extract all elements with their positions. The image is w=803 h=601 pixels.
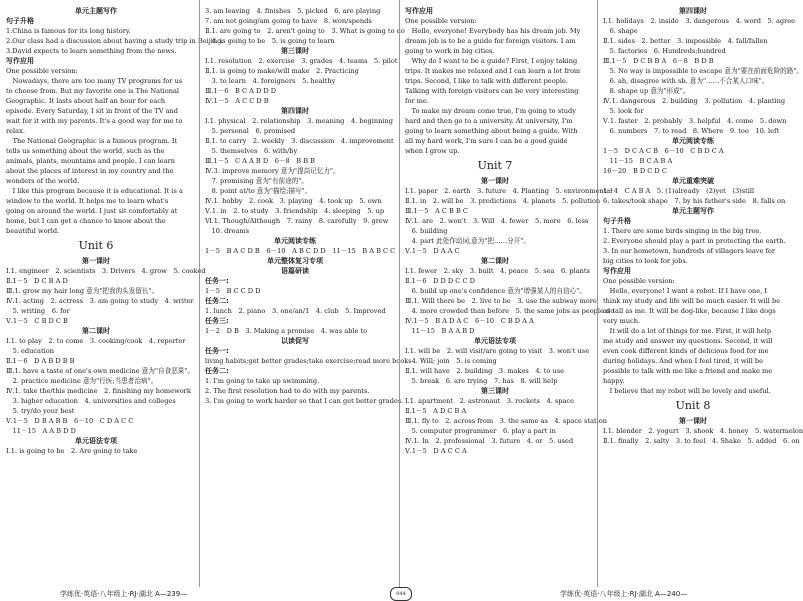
answer-line: Ⅳ.1. hobby 2. cook 3. playing 4. took up 5. own bbox=[205, 197, 382, 205]
answer-line: Ⅴ.1－5 D A C C A bbox=[405, 447, 467, 455]
answer-line: Ⅱ.1－6 D A B D B B bbox=[6, 357, 75, 365]
answer-line: Ⅱ.1－6 D D D C C D bbox=[405, 277, 475, 285]
answer-line: Ⅴ.1－5 C B D C B bbox=[6, 317, 68, 325]
answer-line: Ⅳ.3. improve memory 意为"提高记忆力"。 bbox=[205, 167, 340, 175]
subsection-heading: 任务一: bbox=[205, 277, 229, 285]
answer-line: Ⅰ.1. is going to be 2. Are going to take bbox=[6, 447, 138, 455]
answer-line: 5. No way is impossible to escape 意为"要在前面危险的路"。 bbox=[603, 67, 803, 75]
answer-line: 16－20 B D C D C bbox=[603, 167, 667, 175]
answer-line: 5. break 6. are trying 7. has 8. will help bbox=[405, 377, 558, 385]
answer-line: Ⅱ.1. sides 2. better 3. impossible 4. fall/fallen bbox=[603, 37, 768, 45]
answer-line: Ⅱ.1. are going to 2. aren't going to 3. What is going to do bbox=[205, 27, 405, 35]
section-heading: 第一课时 bbox=[481, 177, 509, 185]
essay-paragraph: Nowadays, there are too many TV programs for us to choose from. But my favorite one is The National Geographic. It lasts about half an hour for each episode. Every Saturday, I sit in front of the TV and wait for it with my parents. It's a good way for me to relax. bbox=[6, 77, 183, 135]
answer-line: 8. shape up 意为"形成"。 bbox=[603, 87, 690, 95]
answer-line: 3. higher education 4. universities and colleges bbox=[6, 397, 176, 405]
answer-line: Ⅴ.1. faster 2. probably 3. helpful 4. come 5. down bbox=[603, 117, 787, 125]
answer-line: 2. practice medicine 意为"行医;当患者治病"。 bbox=[6, 377, 158, 385]
answer-line: 1. lunch 2. piano 3. one/an/1 4. club 5. Improved bbox=[205, 307, 386, 315]
answer-line: Ⅳ.1. dangerous 2. building 3. pollution 4. planting bbox=[603, 97, 786, 105]
answer-line: 4. more crowded than before 5. the same jobs as people do bbox=[405, 307, 615, 315]
column-divider bbox=[199, 0, 200, 587]
answer-line: 5. factories 6. Hundreds;hundred bbox=[603, 47, 726, 55]
answer-line: 4. Will; join 5. is coming bbox=[405, 357, 497, 365]
answer-line: 1－5 D C A C B 6－10 C B D C A bbox=[603, 147, 724, 155]
answer-line: Ⅰ.1. blender 2. yogurt 3. shook 4. honey 5. watermelon bbox=[603, 427, 803, 435]
subsection-heading: 句子升格 bbox=[603, 217, 631, 225]
answer-line: Ⅰ.1. paper 2. earth 3. future 4. Planting 5. environmental bbox=[405, 187, 613, 195]
answer-line: One possible version: bbox=[6, 67, 78, 75]
answer-line: Ⅲ.1. Will there be 2. live to be 3. use the subway more bbox=[405, 297, 597, 305]
answer-line: Ⅲ.1. have a taste of one's own medicine 意为"自食恶果"。 bbox=[6, 367, 195, 375]
section-heading: 单元语法专项 bbox=[75, 437, 117, 445]
answer-line: Ⅱ.1. will have 2. building 3. makes 4. to use bbox=[405, 367, 564, 375]
subsection-heading: 任务一: bbox=[205, 347, 229, 355]
answer-line: Ⅳ.1－5 A C C D B bbox=[205, 97, 269, 105]
answer-line: Ⅰ.1. engineer 2. scientists 3. Drivers 4. grow 5. cooked bbox=[6, 267, 206, 275]
answer-line: Ⅳ.1. take the/this medicine 2. finishing my homework bbox=[6, 387, 191, 395]
column-4 bbox=[603, 6, 803, 446]
section-heading: 单元整体复习专项 bbox=[267, 257, 323, 265]
answer-line: Ⅰ.1. apartment 2. astronaut 3. rockets 4. space bbox=[405, 397, 575, 405]
unit-title: Unit 8 bbox=[675, 399, 711, 412]
answer-line: Ⅰ.1. to play 2. to come 3. cooking/cook 4. reporter bbox=[6, 337, 186, 345]
answer-line: 5. look for bbox=[603, 107, 644, 115]
section-heading: 以读促写 bbox=[281, 337, 309, 345]
answer-line: One possible version: bbox=[603, 277, 675, 285]
answer-line: Ⅱ.1－5 A D C B A bbox=[405, 407, 467, 415]
answer-line: Ⅳ.1. are 2. won't 3. Will 4. fewer 5. more 6. less bbox=[405, 217, 589, 225]
answer-line: Ⅲ.1. grow my hair long 意为"把我的头发留长"。 bbox=[6, 287, 159, 295]
answer-line: Ⅲ.1. fly to 2. across from 3. the same as 4. space station bbox=[405, 417, 607, 425]
column-divider bbox=[399, 0, 400, 587]
unit-title: Unit 7 bbox=[477, 159, 513, 172]
section-heading: 单元语法专项 bbox=[474, 337, 516, 345]
answer-line: Ⅱ.1. in 2. will be 3. predictions 4. planets 5. pollution bbox=[405, 197, 601, 205]
answer-line: Ⅲ.1－6 B C A D D D bbox=[205, 87, 277, 95]
section-heading: 单元重难突破 bbox=[672, 177, 714, 185]
column-2 bbox=[205, 6, 412, 406]
answer-line: 6. ah, disagree with sb. 意为"……不合某人口味"。 bbox=[603, 77, 769, 85]
answer-line: 7. am not going/am going to have 8. won/spends bbox=[205, 17, 372, 25]
answer-line: One possible version: bbox=[405, 17, 477, 25]
subsection-heading: 写作应用 bbox=[6, 57, 34, 65]
answer-line: Ⅴ.1. in 2. to study 3. friendship 4. sleeping 5. up bbox=[205, 207, 385, 215]
answer-line: 1.China is famous for its long history. bbox=[6, 27, 131, 35]
unit-title: Unit 6 bbox=[78, 239, 114, 252]
answer-line: 1－5 B A C D B 6－10 A B C D D 11－15 B A B C C bbox=[205, 247, 396, 255]
column-divider bbox=[597, 0, 598, 587]
essay-paragraph: It will do a lot of things for me. First, it will help me study and answer my questions. Second, it will even cook different kinds of delicious food for me during holidays. And when I feel tired, it will be possible to talk with me like a friend and make me happy. bbox=[603, 327, 773, 385]
answer-line: 6. build up one's confidence 意为"增强某人的自信心"。 bbox=[405, 287, 586, 295]
section-heading: 第一课时 bbox=[679, 417, 707, 425]
footer-right: 学练优·英语·八年级上·RJ·湖北 A—240— bbox=[560, 590, 688, 598]
answer-line: 4. is going to be 5. is going to learn bbox=[205, 37, 335, 45]
subsection-heading: 句子升格 bbox=[6, 17, 34, 25]
answer-line: 5. personal 6. promised bbox=[205, 127, 296, 135]
answer-line: Ⅳ.1. In 2. professional 3. future 4. or 5. used bbox=[405, 437, 574, 445]
answer-line: 11－15 B C A B A bbox=[603, 157, 673, 165]
answer-line: 1. There are some birds singing in the big tree. bbox=[603, 227, 762, 235]
subsection-heading: 写作应用 bbox=[405, 7, 433, 15]
section-heading: 第二课时 bbox=[82, 327, 110, 335]
answer-line: 11－15 B A A B D bbox=[405, 327, 475, 335]
answer-line: 5. computer programmer 6. play a part in bbox=[405, 427, 556, 435]
answer-line: 7. promising 意为"有前途的"。 bbox=[205, 177, 308, 185]
answer-line: 3.David expects to learn something from the news. bbox=[6, 47, 177, 55]
section-heading: 第三课时 bbox=[281, 47, 309, 55]
answer-line: 2. The first resolution had to do with my parents. bbox=[205, 387, 370, 395]
essay-paragraph: Hello, everyone! Everybody has his dream job. My dream job is to be a guide for foreign visitors. I am going to work in big cities. bbox=[405, 27, 581, 55]
section-heading: 第二课时 bbox=[481, 257, 509, 265]
answer-line: Ⅰ.1. fewer 2. sky 3. built 4. peace 5. sea 6. plants bbox=[405, 267, 590, 275]
answer-line: Ⅰ.1. physical 2. relationship 3. meaning 4. beginning bbox=[205, 117, 393, 125]
subsection-heading: 写作应用 bbox=[603, 267, 631, 275]
subsection-heading: 任务二: bbox=[205, 367, 229, 375]
essay-paragraph: The National Geographic is a famous program. It tells us something about the world, such as the animals, plants, mountains and people. I can learn about the places of interest in my country and the wonders of the world. bbox=[6, 137, 178, 185]
answer-line: 11－15 A A B D D bbox=[6, 427, 76, 435]
answer-line: 1－5 B C C D D bbox=[205, 287, 261, 295]
subsection-heading: 任务二: bbox=[205, 297, 229, 305]
essay-paragraph: I like this program because it is educational. It is a window to the world. It helps me to learn what's going on around the world. I just sit comfortably at home, but I can get a chance to know about the beautiful world. bbox=[6, 187, 183, 235]
answer-line: Ⅱ.1. to carry 2. weekly 3. discussion 4. improvement bbox=[205, 137, 394, 145]
answer-line: 3. I'm going to work harder so that I can get better grades. bbox=[205, 397, 404, 405]
answer-line: living habits;get better grades;take exercise;read more books bbox=[205, 357, 412, 365]
answer-line: 6. building bbox=[405, 227, 448, 235]
answer-line: Ⅰ.1. holidays 2. inside 3. dangerous 4. word 5. agree bbox=[603, 17, 796, 25]
page-number-badge: 044 bbox=[390, 587, 412, 601]
answer-line: Ⅱ.1. is going to make/will make 2. Practicing bbox=[205, 67, 359, 75]
answer-line: Ⅲ.1－5 D C B B A 6－8 B D B bbox=[603, 57, 714, 65]
answer-line: 2.Our class had a discussion about having a study trip in Beijing. bbox=[6, 37, 224, 45]
answer-line: 1－4 C A B A 5. (1)already (2)yet (3)still bbox=[603, 187, 755, 195]
answer-line: 5. try/do your best bbox=[6, 407, 75, 415]
answer-line: Ⅰ.1. will be 2. will visit/are going to visit 3. won't use bbox=[405, 347, 590, 355]
answer-line: 4. part 此处作动词,意为"把……分开"。 bbox=[405, 237, 530, 245]
answer-line: Ⅴ.1－5 D B A B B 6－10 C D A C C bbox=[6, 417, 134, 425]
answer-line: Ⅳ.1. acting 2. actress 3. am going to study 4. writer bbox=[6, 297, 194, 305]
answer-line: Ⅳ.1－5 B A D A C 6－10 C B D A A bbox=[405, 317, 534, 325]
answer-line: 8. point at/to 意为"描绘;描写"。 bbox=[205, 187, 312, 195]
essay-paragraph: To make my dream come true, I'm going to study hard and then go to a university. At university, I'm going to learn something about being a guide. With all my hard work, I'm sure I can be a good guide when I grow up. bbox=[405, 107, 578, 155]
answer-line: 3. am leaving 4. finishes 5. picked 6. are playing bbox=[205, 7, 381, 15]
footer-left: 学练优·英语·八年级上·RJ·湖北 A—239— bbox=[60, 590, 188, 598]
section-heading: 单元主题写作 bbox=[672, 207, 714, 215]
answer-line: Ⅰ.1. resolution 2. exercise 3. grades 4. teams 5. pilot bbox=[205, 57, 398, 65]
section-heading: 第三课时 bbox=[481, 387, 509, 395]
essay-paragraph: 3. In our hometown, hundreds of villagers leave for big cities to look for jobs. bbox=[603, 247, 776, 265]
answer-line: 5. writing 6. for bbox=[6, 307, 70, 315]
answer-line: Ⅲ.1－5 A C B B C bbox=[405, 207, 468, 215]
answer-line: Ⅱ.1. finally 2. salty 3. to feel 4. Shake 5. added 6. on bbox=[603, 437, 800, 445]
answer-line: 5. themselves 6. with/by bbox=[205, 147, 298, 155]
answer-line: Ⅵ.1. Though/Although 7. rainy 8. carefully 9. grew bbox=[205, 217, 389, 225]
section-heading: 第四课时 bbox=[281, 107, 309, 115]
answer-line: 5. education bbox=[6, 347, 54, 355]
section-heading: 第四课时 bbox=[679, 7, 707, 15]
answer-line: 3. to learn 4. foreigners 5. healthy bbox=[205, 77, 336, 85]
answer-line: 6. shape bbox=[603, 27, 638, 35]
answer-line: 2. Everyone should play a part in protecting the earth. bbox=[603, 237, 786, 245]
answer-line: 6. numbers 7. to read 8. Where 9. too 10. left bbox=[603, 127, 780, 135]
section-heading: 第一课时 bbox=[82, 257, 110, 265]
answer-line: 6. takes/took shape 7. by his father's side 8. falls on bbox=[603, 197, 786, 205]
section-heading: 单元主题写作 bbox=[75, 7, 117, 15]
section-heading: 语篇研读 bbox=[281, 267, 309, 275]
essay-paragraph: I believe that my robot will be lovely and useful. bbox=[603, 387, 771, 395]
answer-line: 1. I'm going to take up swimming. bbox=[205, 377, 320, 385]
column-3 bbox=[405, 6, 615, 456]
answer-line: Ⅲ.1－5 C A A B D 6－8 B B B bbox=[205, 157, 316, 165]
answer-line: Ⅱ.1－5 D C B A D bbox=[6, 277, 68, 285]
answer-line: 1－2 D B 3. Making a promise 4. was able to bbox=[205, 327, 368, 335]
section-heading: 单元阅读专练 bbox=[274, 237, 316, 245]
essay-paragraph: Why do I want to be a guide? First, I enjoy taking trips. It makes me relaxed and I can learn a lot from trips. Second, I like to talk with different people. Talking with foreign visitors can be very interesting for me. bbox=[405, 57, 581, 105]
essay-paragraph: Hello, everyone! I want a robot. If I have one, I think my study and life will be much easier. It will be as tall as me. It will be dog-like, because I like dogs very much. bbox=[603, 287, 781, 325]
subsection-heading: 任务三: bbox=[205, 317, 229, 325]
section-heading: 单元阅读专练 bbox=[672, 137, 714, 145]
answer-line: 10. dreams bbox=[205, 227, 250, 235]
answer-line: Ⅴ.1－5 D A A C bbox=[405, 247, 460, 255]
